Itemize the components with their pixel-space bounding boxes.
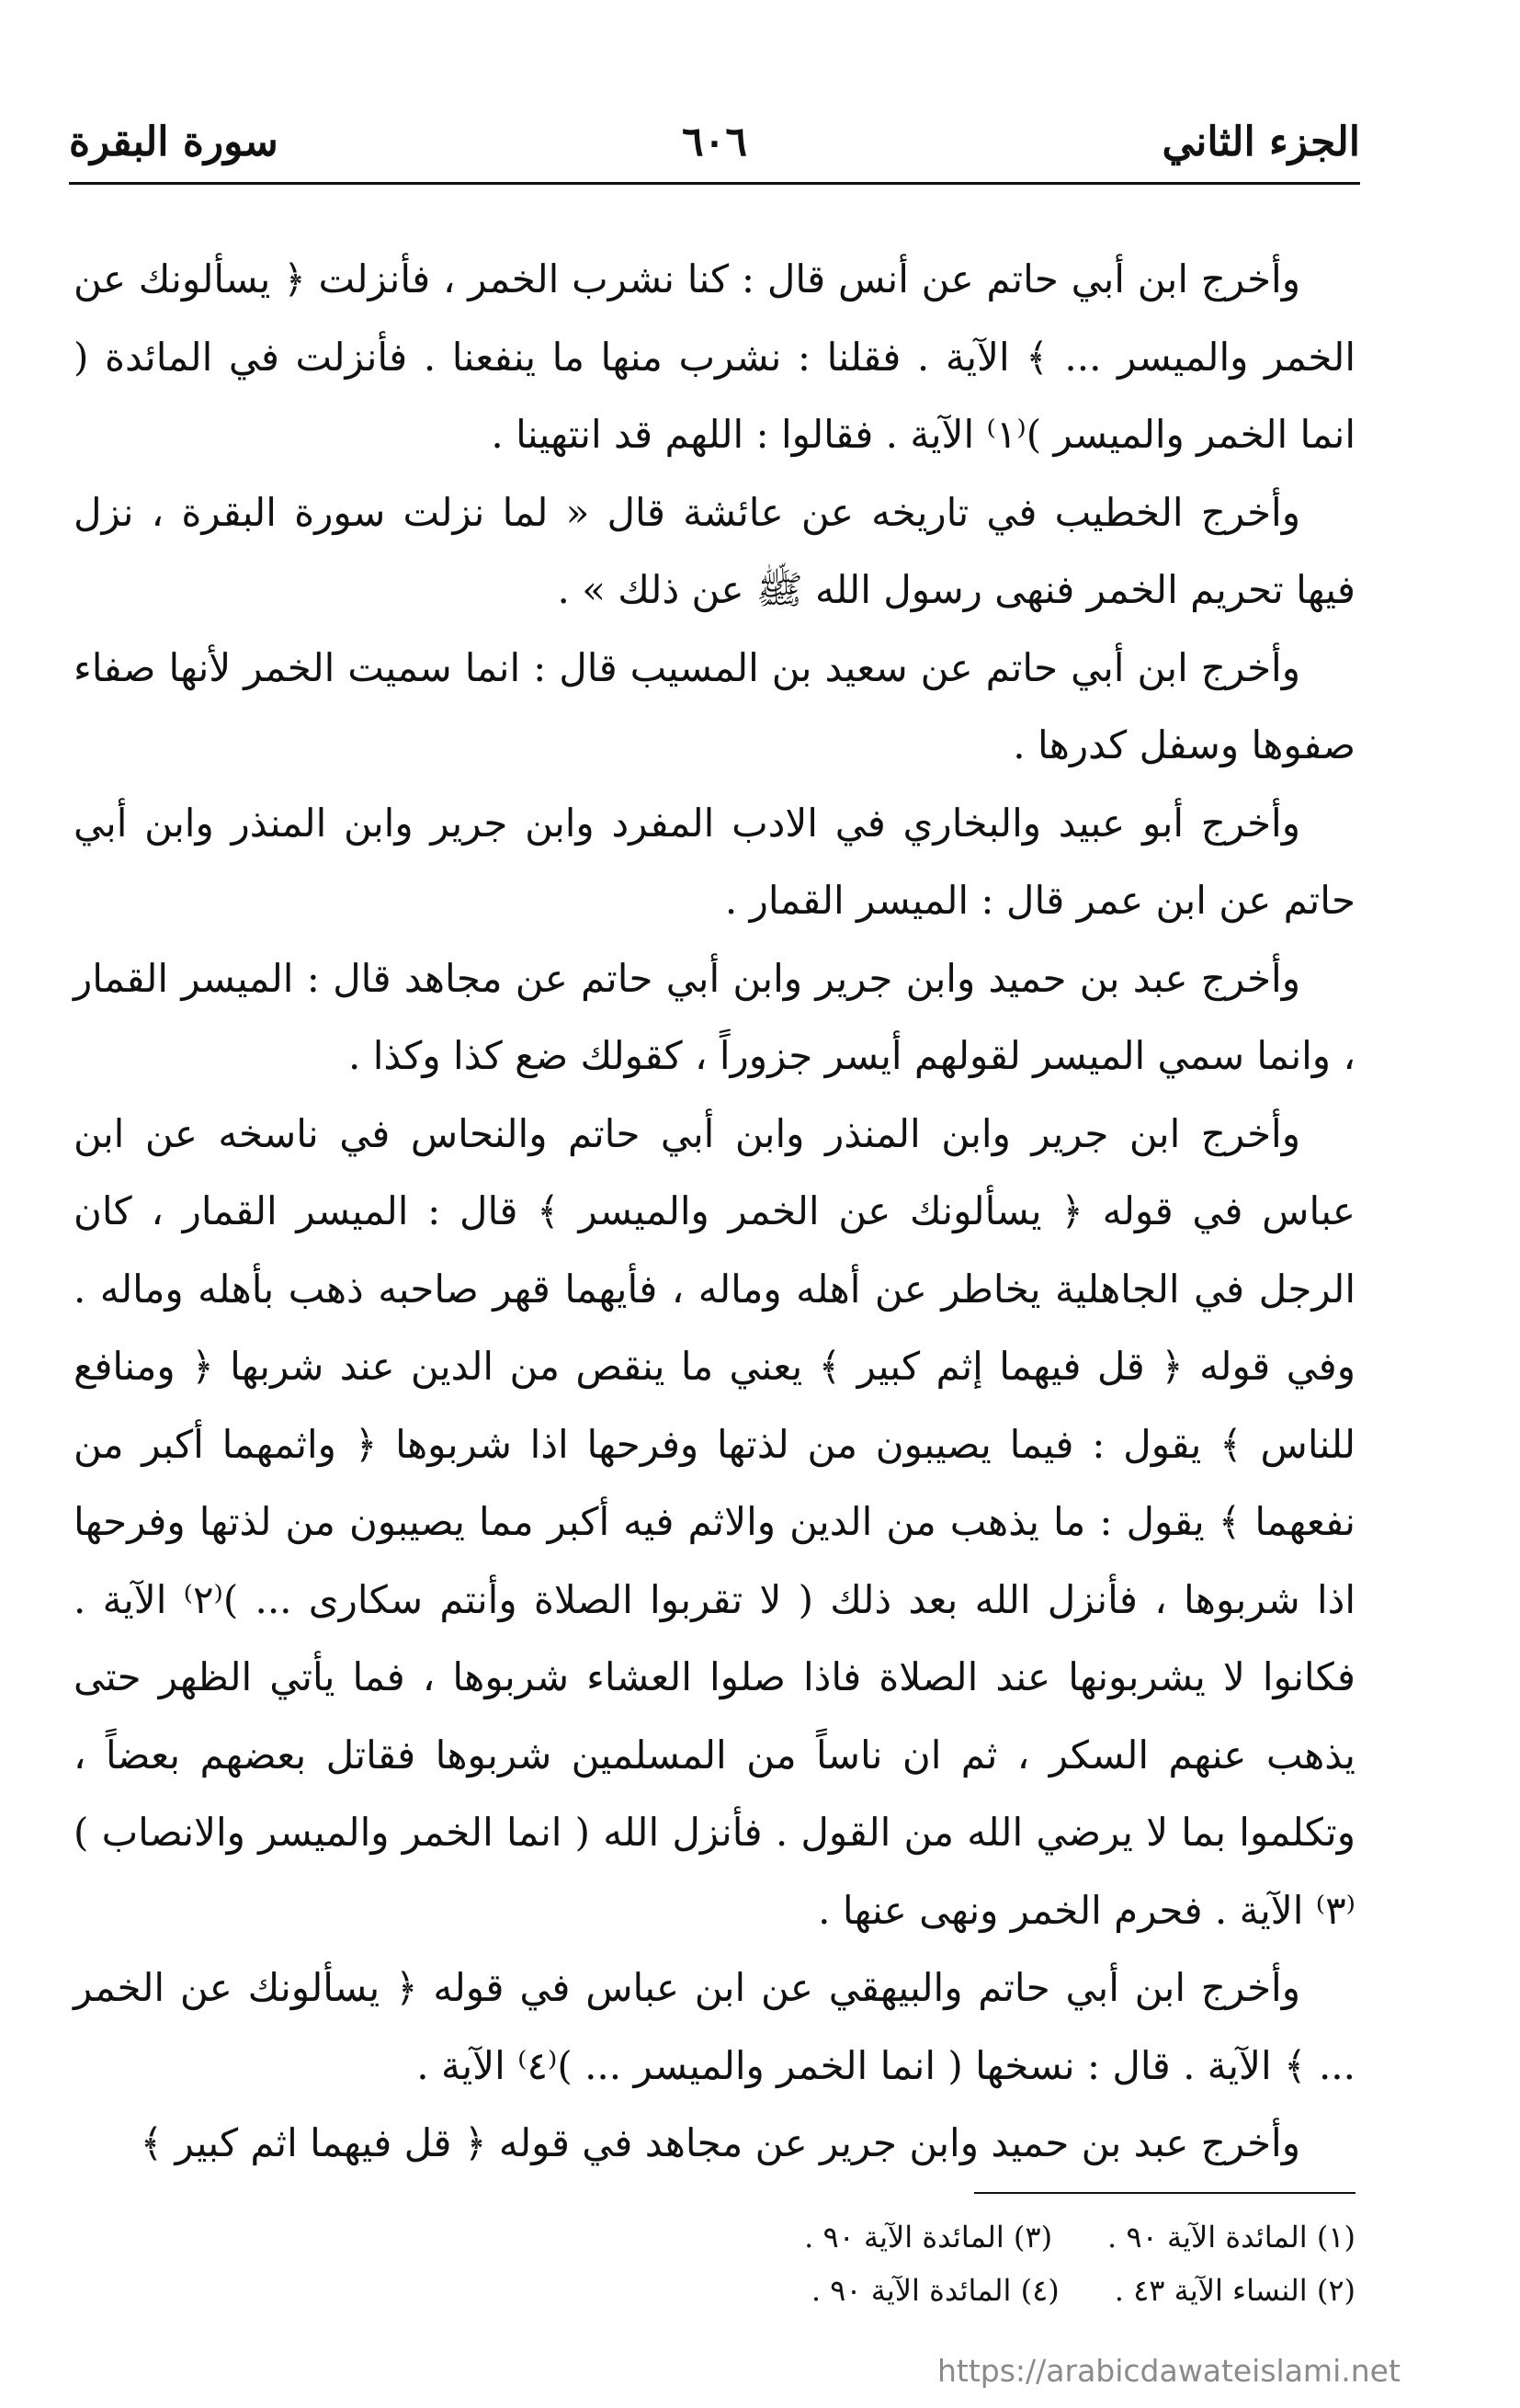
footnote-row: [717, 2264, 1356, 2317]
page-header: [69, 110, 1360, 193]
footnote-row: [717, 2210, 1356, 2264]
paragraph: وأخرج عبد بن حميد وابن جرير عن مجاهد في قوله ﴿ قل فيهما اثم كبير ﴾: [140, 2120, 1300, 2165]
paragraph: وأخرج ابن أبي حاتم عن سعيد بن المسيب قال : انما سميت الخمر لأنها صفاء صفوها وسفل كدرها .: [74, 644, 1356, 767]
watermark-url: https://arabicdawateislami.net: [937, 2353, 1401, 2389]
footnote: (٣) المائدة الآية ٩٠ .: [804, 2220, 1053, 2255]
paragraph: وأخرج ابن أبي حاتم والبيهقي عن ابن عباس في قوله ﴿ يسألونك عن الخمر ... ﴾ الآية . قال : نسخها ( انما الخمر والميسر ... )⁽٤⁾ الآية .: [74, 1965, 1356, 2088]
footnote-divider: [974, 2192, 1356, 2194]
paragraph: وأخرج عبد بن حميد وابن جرير وابن أبي حاتم عن مجاهد قال : الميسر القمار ، وانما سمي الميسر لقولهم أيسر جزوراً ، كقولك ضع كذا وكذا .: [74, 955, 1356, 1078]
header-divider: [69, 182, 1360, 185]
paragraph: وأخرج ابن جرير وابن المنذر وابن أبي حاتم والنحاس في ناسخه عن ابن عباس في قوله ﴿ يسألونك عن الخمر والميسر ﴾ قال : الميسر القمار ، كان الرجل في الجاهلية يخاطر عن أهله وماله ، فأيهما قهر صاحبه ذهب بأهله وماله . وفي قوله ﴿ قل فيهما إثم كبير ﴾ يعني ما ينقص من الدين عند شربها ﴿ ومنافع للناس ﴾ يقول : فيما يصيبون من لذتها وفرحها اذا شربوها ﴿ واثمهما أكبر من نفعهما ﴾ يقول : ما يذهب من الدين والاثم فيه أكبر مما يصيبون من لذتها وفرحها اذا شربوها ، فأنزل الله بعد ذلك ( لا تقربوا الصلاة وأنتم سكارى ... )⁽٢⁾ الآية . فكانوا لا يشربونها عند الصلاة فاذا صلوا العشاء شربوها ، فما يأتي الظهر حتى يذهب عنهم السكر ، ثم ان ناساً من المسلمين شربوها فقاتل بعضهم بعضاً ، وتكلموا بما لا يرضي الله من القول . فأنزل الله ( انما الخمر والميسر والانصاب )⁽٣⁾ الآية . فحرم الخمر ونهى عنها .: [74, 1110, 1356, 1933]
paragraph: وأخرج الخطيب في تاريخه عن عائشة قال « لما نزلت سورة البقرة ، نزل فيها تحريم الخمر فنهى رسول الله ﷺ عن ذلك » .: [74, 489, 1356, 612]
page-number: ٦٠٦: [682, 119, 747, 165]
main-text: [74, 241, 1356, 2183]
paragraph: وأخرج ابن أبي حاتم عن أنس قال : كنا نشرب الخمر ، فأنزلت ﴿ يسألونك عن الخمر والميسر ... ﴾ الآية . فقلنا : نشرب منها ما ينفعنا . فأنزلت في المائدة ( انما الخمر والميسر )⁽١⁾ الآية . فقالوا : اللهم قد انتهينا .: [74, 256, 1356, 457]
paragraph: وأخرج أبو عبيد والبخاري في الادب المفرد وابن جرير وابن المنذر وابن أبي حاتم عن ابن عمر قال : الميسر القمار .: [74, 800, 1356, 923]
footnote: (١) المائدة الآية ٩٠ .: [1107, 2220, 1356, 2255]
footnote: (٢) النساء الآية ٤٣ .: [1114, 2273, 1356, 2308]
surah-title: سورة البقرة: [69, 119, 278, 165]
part-title: الجزء الثاني: [1162, 119, 1360, 165]
footnotes: [717, 2210, 1356, 2317]
footnote: (٤) المائدة الآية ٩٠ .: [811, 2273, 1060, 2308]
